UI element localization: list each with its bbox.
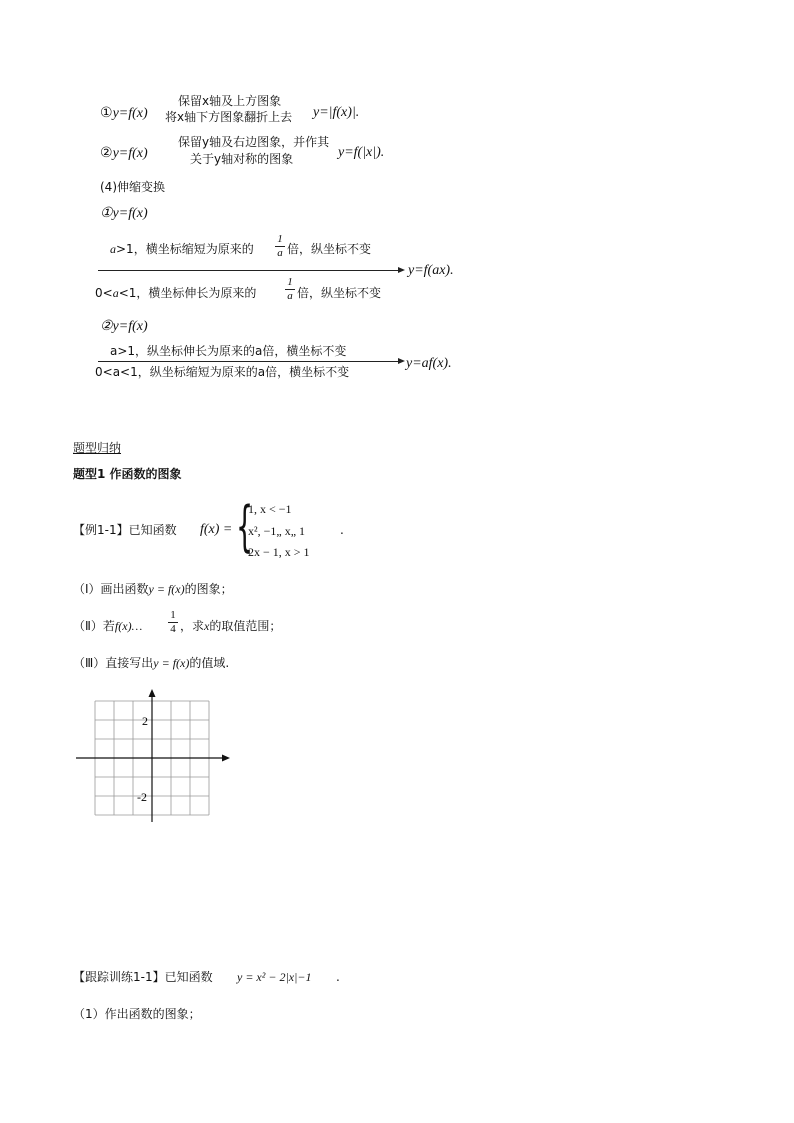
question-2: （Ⅱ）若f(x)… bbox=[73, 619, 143, 633]
scaling-1-below-frac: 1 a bbox=[285, 277, 295, 302]
tick-label-neg2: -2 bbox=[137, 790, 147, 804]
scaling-heading: (4)伸缩变换 bbox=[100, 180, 165, 194]
transform-2-lhs bbox=[100, 146, 148, 161]
scaling-2-below: 0<a<1，纵坐标缩短为原来的a倍，横坐标不变 bbox=[95, 365, 350, 379]
case-3: 2x − 1, x > 1 bbox=[248, 545, 310, 559]
practice-question-1: （1）作出函数的图象； bbox=[73, 1007, 201, 1021]
section-title: 题型归纳 bbox=[73, 441, 122, 455]
lhs-math: y=f(x) bbox=[112, 146, 148, 161]
scaling-2-arrowhead bbox=[398, 358, 405, 364]
coordinate-grid bbox=[72, 686, 242, 826]
practice-end: . bbox=[336, 970, 340, 984]
section-subtitle: 题型1 作函数的图象 bbox=[73, 467, 182, 481]
scaling-1-arrow bbox=[98, 270, 400, 271]
case-2: x², −1„ x„ 1 bbox=[248, 524, 306, 538]
practice-label: 【跟踪训练1-1】已知函数 bbox=[73, 970, 213, 984]
circle-two: ② bbox=[100, 145, 113, 161]
scaling-1-lhs: ①y=f(x) bbox=[100, 206, 148, 221]
lhs-math: y=f(x) bbox=[112, 106, 148, 121]
scaling-2-arrow bbox=[98, 361, 400, 362]
scaling-1-arrowhead bbox=[398, 267, 405, 273]
scaling-1-below-end: 倍，纵坐标不变 bbox=[297, 286, 382, 300]
scaling-1-above-frac: 1 a bbox=[275, 234, 285, 259]
tick-label-2: 2 bbox=[142, 714, 148, 728]
scaling-1-above-end: 倍，纵坐标不变 bbox=[287, 242, 372, 256]
case-1: 1, x < −1 bbox=[248, 502, 292, 516]
transform-1-below: 将x轴下方图象翻折上去 bbox=[165, 110, 293, 124]
example-fx: f(x) = bbox=[200, 522, 233, 537]
transform-1-rhs: y=|f(x)|. bbox=[313, 105, 360, 120]
example-label: 【例1-1】已知函数 bbox=[73, 523, 177, 537]
transform-1-lhs bbox=[100, 106, 148, 121]
transform-2-above: 保留y轴及右边图象，并作其 bbox=[178, 135, 330, 149]
y-axis-arrow bbox=[149, 689, 156, 697]
scaling-1-above: a>1，横坐标缩短为原来的 bbox=[110, 242, 254, 256]
scaling-1-below: 0<a<1，横坐标伸长为原来的 bbox=[95, 286, 257, 300]
scaling-2-above: a>1，纵坐标伸长为原来的a倍，横坐标不变 bbox=[110, 344, 347, 358]
question-2-frac: 1 4 bbox=[168, 610, 178, 635]
question-3: （Ⅲ）直接写出y = f(x)的值域. bbox=[73, 656, 230, 670]
example-end: . bbox=[340, 523, 344, 537]
x-axis-arrow bbox=[222, 755, 230, 762]
practice-math: y = x² − 2|x|−1 bbox=[237, 970, 312, 984]
scaling-2-lhs: ②y=f(x) bbox=[100, 319, 148, 334]
transform-1-above: 保留x轴及上方图象 bbox=[178, 94, 282, 108]
question-2-rest: ，求x的取值范围； bbox=[180, 619, 282, 633]
scaling-1-rhs: y=f(ax). bbox=[408, 263, 454, 278]
question-1: （Ⅰ）画出函数y = f(x)的图象； bbox=[73, 582, 233, 596]
transform-2-rhs: y=f(|x|). bbox=[338, 145, 385, 160]
scaling-2-rhs: y=af(x). bbox=[406, 356, 452, 371]
piecewise-brace: { bbox=[236, 495, 254, 558]
circle-one: ① bbox=[100, 105, 113, 121]
transform-2-below: 关于y轴对称的图象 bbox=[190, 152, 294, 166]
